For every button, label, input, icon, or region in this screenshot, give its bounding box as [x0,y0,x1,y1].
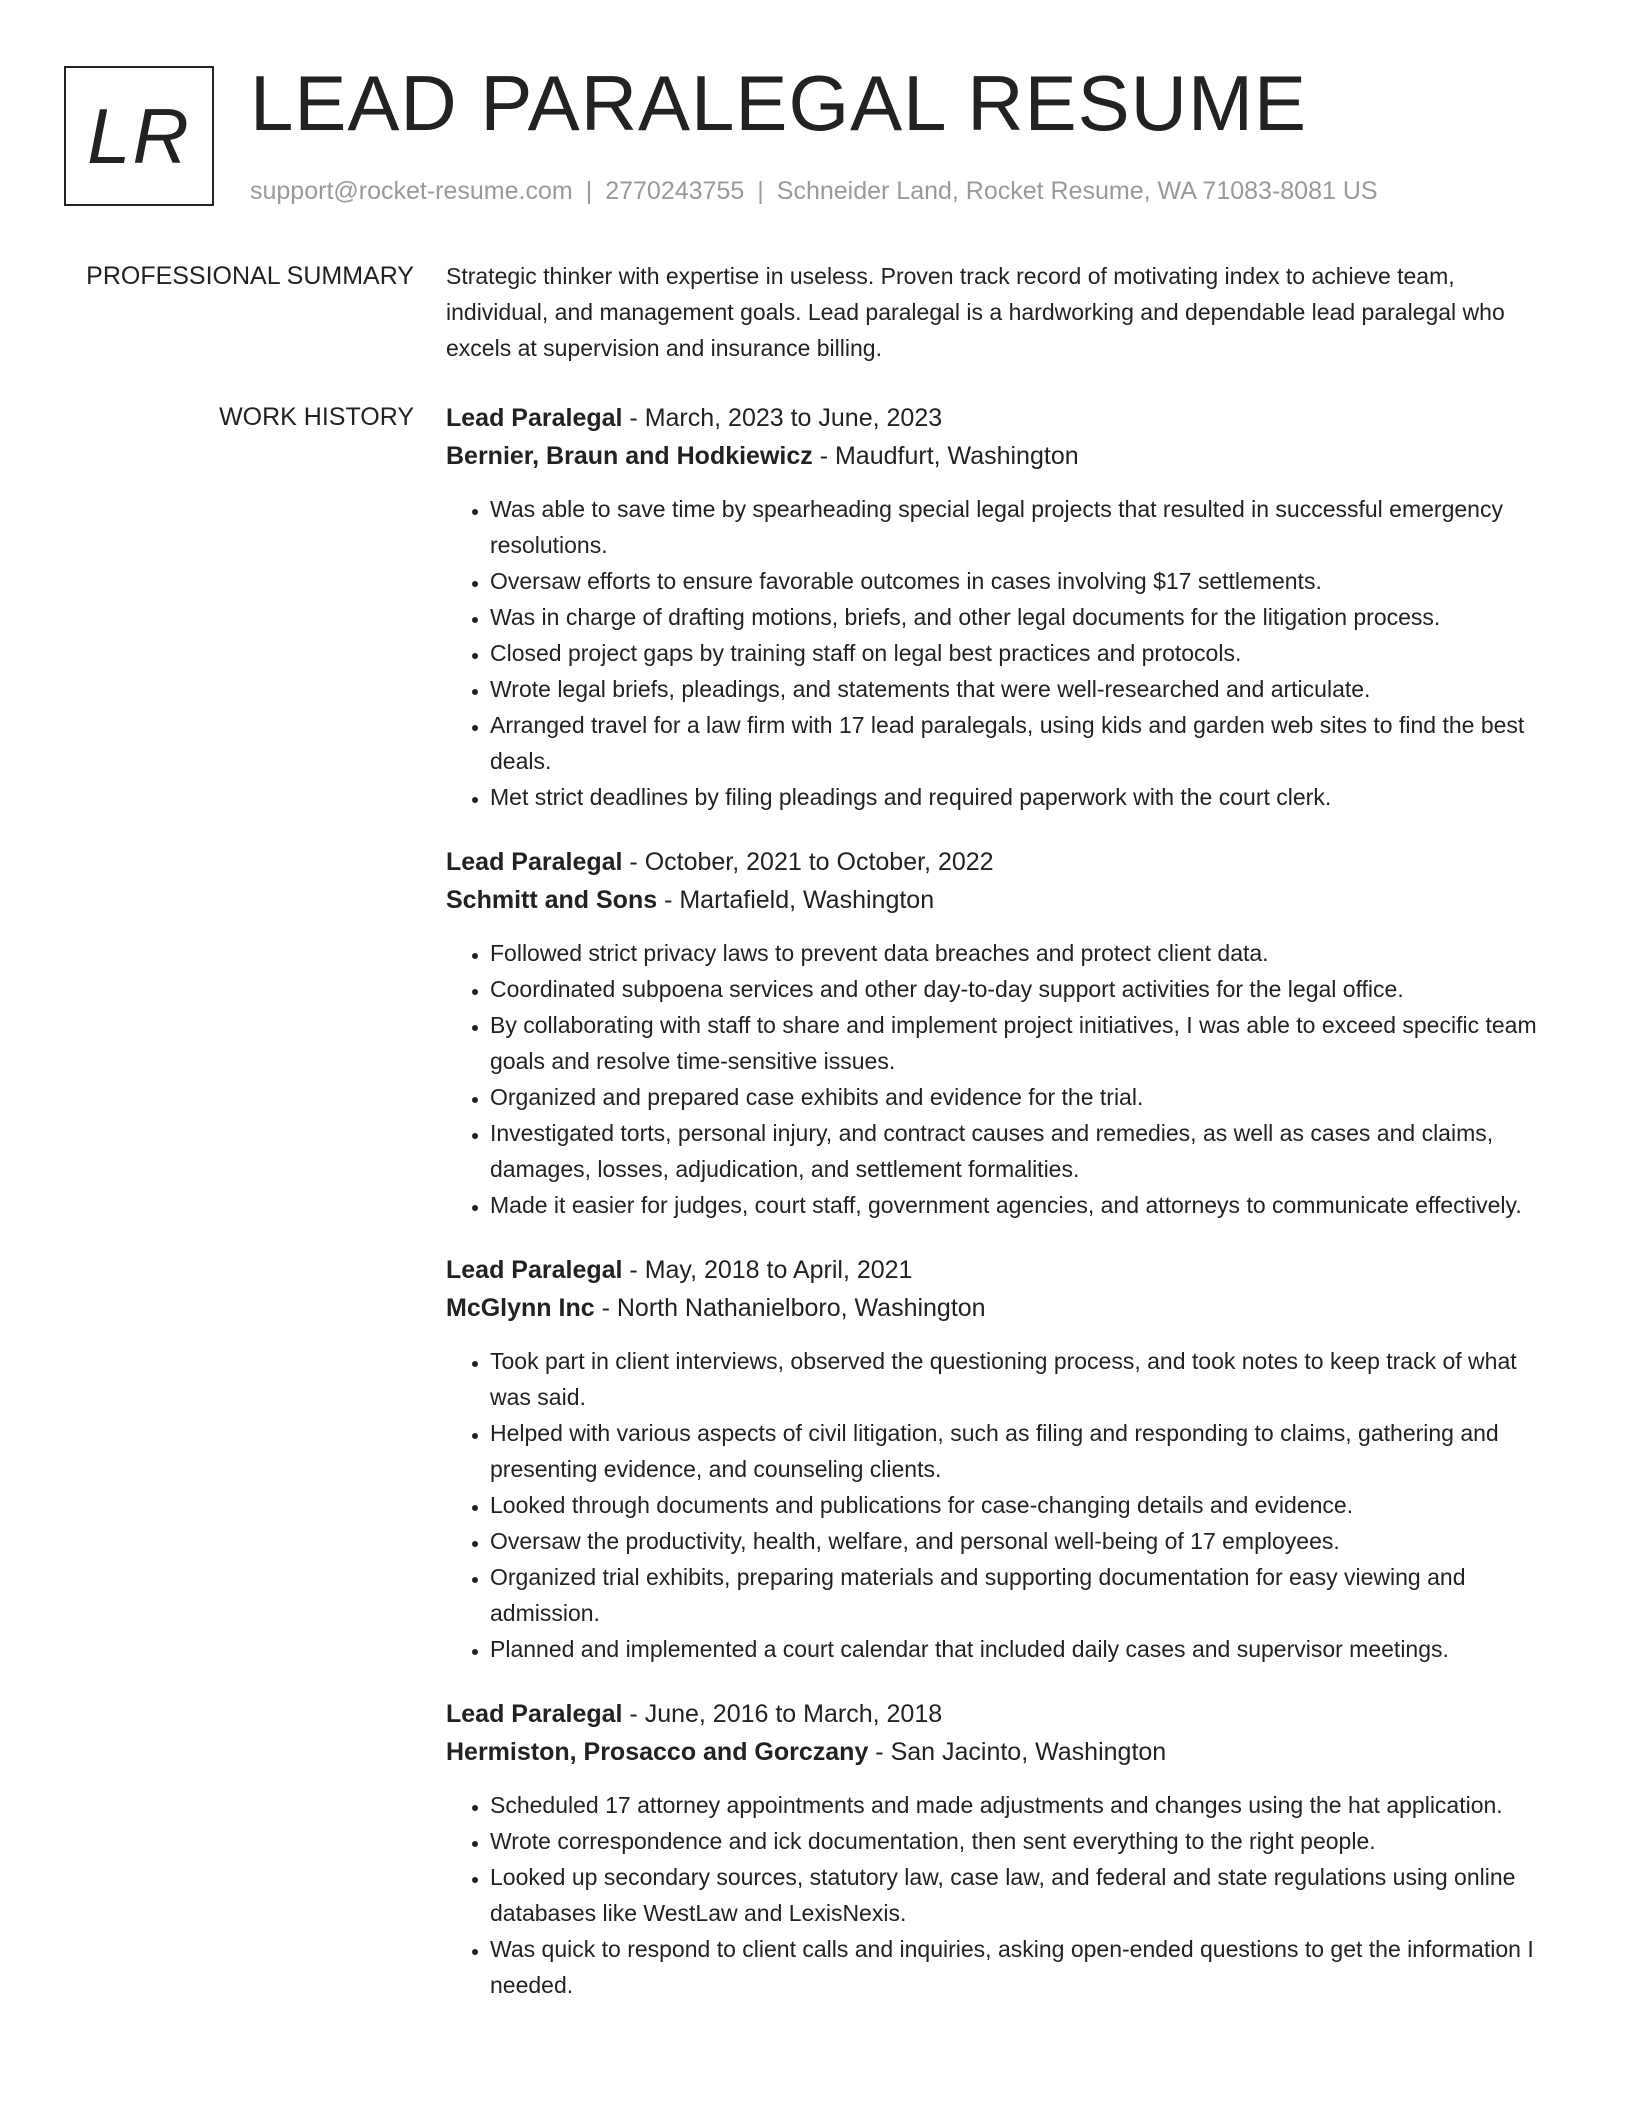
contact-address: Schneider Land, Rocket Resume, WA 71083-8081 US [776,177,1378,205]
job-bullet: • Followed strict privacy laws to prevent data breaches and protect client data. [490,935,1556,971]
job-title-line [446,1695,1556,1733]
job-bullet: • Met strict deadlines by filing pleadings and required paperwork with the court clerk. [490,779,1556,815]
job-dates: - May, 2018 to April, 2021 [622,1256,913,1284]
job-bullet: • Closed project gaps by training staff on legal best practices and protocols. [490,635,1556,671]
contact-line [250,174,1378,208]
job-title: Lead Paralegal [446,404,623,432]
job-bullet: • Coordinated subpoena services and other day-to-day support activities for the legal office. [490,971,1556,1007]
job-company: Hermiston, Prosacco and Gorczany [446,1738,869,1766]
contact-email[interactable]: support@rocket-resume.com [250,177,573,205]
job-bullet: • Wrote legal briefs, pleadings, and statements that were well-researched and articulate. [490,671,1556,707]
job-company-line [446,1733,1556,1771]
job-title-line [446,1251,1556,1289]
contact-phone[interactable]: 2770243755 [605,177,745,205]
job-bullet: • Was in charge of drafting motions, briefs, and other legal documents for the litigation process. [490,599,1556,635]
job-company-line [446,1289,1556,1327]
job-bullet: • Made it easier for judges, court staff, government agencies, and attorneys to communicate effectively. [490,1187,1556,1223]
job-company: Schmitt and Sons [446,886,658,914]
job-dates: - June, 2016 to March, 2018 [622,1700,943,1728]
job-bullets [446,491,1556,815]
job-bullets [446,935,1556,1223]
job-company: McGlynn Inc [446,1294,595,1322]
job-entry [446,1251,1556,1667]
job-bullet: • Looked up secondary sources, statutory law, case law, and federal and state regulations using online databases like WestLaw and LexisNexis. [490,1859,1556,1931]
job-bullet: • Investigated torts, personal injury, and contract causes and remedies, as well as cases and claims, damages, losses, adjudication, and settlement formalities. [490,1115,1556,1187]
job-title: Lead Paralegal [446,1700,623,1728]
job-bullet: • Took part in client interviews, observed the questioning process, and took notes to keep track of what was said. [490,1343,1556,1415]
job-dates: - October, 2021 to October, 2022 [622,848,994,876]
job-list [446,399,1556,2031]
job-bullet: • Arranged travel for a law firm with 17 lead paralegals, using kids and garden web sites to find the best deals. [490,707,1556,779]
contact-separator: | [757,177,764,205]
job-bullet: • Was able to save time by spearheading special legal projects that resulted in successful emergency resolutions. [490,491,1556,563]
job-bullet: • Helped with various aspects of civil litigation, such as filing and responding to claims, gathering and presenting evidence, and counseling clients. [490,1415,1556,1487]
monogram-logo: LR [64,66,214,206]
job-location: - Maudfurt, Washington [812,442,1079,470]
contact-separator: | [585,177,593,205]
job-bullet: • Organized trial exhibits, preparing materials and supporting documentation for easy viewing and admission. [490,1559,1556,1631]
job-bullet: • Scheduled 17 attorney appointments and made adjustments and changes using the hat application. [490,1787,1556,1823]
job-bullet: • Oversaw efforts to ensure favorable outcomes in cases involving $17 settlements. [490,563,1556,599]
job-entry [446,1695,1556,2003]
job-bullet: • Looked through documents and publications for case-changing details and evidence. [490,1487,1556,1523]
job-location: - North Nathanielboro, Washington [594,1294,986,1322]
job-title-line [446,843,1556,881]
job-bullet: • Wrote correspondence and ick documentation, then sent everything to the right people. [490,1823,1556,1859]
job-entry [446,843,1556,1223]
job-location: - Martafield, Washington [657,886,935,914]
job-dates: - March, 2023 to June, 2023 [622,404,943,432]
job-bullet: • Planned and implemented a court calendar that included daily cases and supervisor meetings. [490,1631,1556,1667]
job-bullet: • By collaborating with staff to share and implement project initiatives, I was able to exceed specific team goals and resolve time-sensitive issues. [490,1007,1556,1079]
job-bullets [446,1787,1556,2003]
section-label: PROFESSIONAL SUMMARY [86,262,414,290]
job-title-line [446,399,1556,437]
job-company: Bernier, Braun and Hodkiewicz [446,442,813,470]
job-bullets [446,1343,1556,1667]
job-entry [446,399,1556,815]
job-location: - San Jacinto, Washington [868,1738,1167,1766]
job-company-line [446,881,1556,919]
section-label: WORK HISTORY [219,403,414,431]
resume-title: LEAD PARALEGAL RESUME [250,59,1308,147]
job-bullet: • Oversaw the productivity, health, welfare, and personal well-being of 17 employees. [490,1523,1556,1559]
summary-text: Strategic thinker with expertise in useless. Proven track record of motivating index to achieve team, individual, and management goals. Lead paralegal is a hardworking and dependable lead paralegal who excels at supervision and insurance billing. [446,263,1505,361]
job-bullet: • Was quick to respond to client calls and inquiries, asking open-ended questions to get the information I needed. [490,1931,1556,2003]
job-bullet: • Organized and prepared case exhibits and evidence for the trial. [490,1079,1556,1115]
job-title: Lead Paralegal [446,848,623,876]
job-company-line [446,437,1556,475]
job-title: Lead Paralegal [446,1256,623,1284]
